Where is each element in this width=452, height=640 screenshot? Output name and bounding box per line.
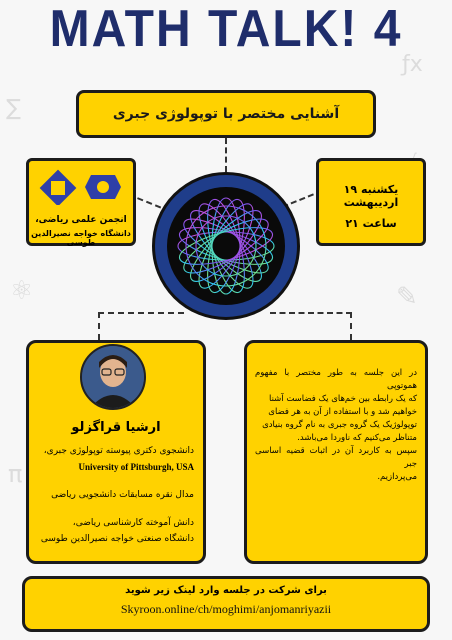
connector-line — [350, 312, 352, 340]
abstract-line: خواهیم شد و با استفاده از آن به هر فضای — [268, 407, 417, 417]
connector-line — [98, 312, 184, 314]
connector-line — [225, 138, 227, 172]
torus-image — [167, 187, 285, 305]
org-logos — [39, 169, 129, 205]
date-card — [316, 158, 426, 246]
topology-circle — [152, 172, 300, 320]
org-name-line1: انجمن علمی ریاضی، — [35, 215, 127, 225]
speaker-university: University of Pittsburgh, USA — [78, 462, 194, 472]
topic-card — [76, 90, 376, 138]
torus-illustration-icon — [167, 187, 285, 305]
page-title: MATH TALK! 4 — [49, 0, 403, 59]
date-text: یکشنبه ۱۹ اردیبهشت — [343, 183, 399, 209]
registration-card — [22, 576, 430, 632]
abstract-line: توپولوژیک یک گروه جبری به نام گروه بنیادی — [262, 420, 417, 430]
connector-line — [270, 312, 352, 314]
registration-instruction: برای شرکت در جلسه وارد لینک زیر شوید — [125, 585, 327, 596]
org-name-line2: دانشگاه خواجه نصیرالدین طوسی — [31, 229, 131, 247]
speaker-bsc-line1: دانش آموخته کارشناسی ریاضی، — [72, 518, 194, 528]
background-doodle-icon: ✎ — [396, 282, 418, 312]
registration-link[interactable]: Skyroon.online/ch/moghimi/anjomanriyazii — [120, 602, 332, 616]
abstract-line: متناظر می‌کنیم که ناوردا می‌باشد. — [297, 433, 417, 443]
background-doodle-icon: ⚛ — [10, 276, 34, 306]
background-doodle-icon: ƒx — [402, 52, 423, 77]
speaker-name: ارشیا قراگزلو — [71, 420, 161, 435]
university-logo-icon — [39, 169, 129, 205]
org-card — [26, 158, 136, 246]
background-doodle-icon: ∑ — [6, 96, 21, 121]
abstract-card — [244, 340, 428, 564]
speaker-medal: مدال نقره مسابقات دانشجویی ریاضی — [51, 490, 194, 500]
speaker-portrait-icon — [82, 346, 144, 408]
speaker-phd: دانشجوی دکتری پیوسته توپولوژی جبری، — [43, 446, 194, 456]
abstract-line: می‌پردازیم. — [377, 472, 417, 482]
abstract-line: که یک رابطه بین خم‌های یک فضاست آشنا — [269, 394, 417, 404]
background-doodle-icon: π — [8, 460, 23, 488]
abstract-line: سپس به کاربرد آن در اثبات قضیه اساسی جبر — [255, 446, 417, 469]
connector-line — [98, 312, 100, 340]
abstract-line: در این جلسه به طور مختصر با مفهوم هموتوپی — [255, 368, 417, 391]
time-text: ساعت ۲۱ — [345, 217, 397, 230]
speaker-bsc-line2: دانشگاه صنعتی خواجه نصیرالدین طوسی — [40, 534, 194, 544]
abstract-text — [255, 367, 417, 484]
avatar — [80, 344, 146, 410]
topic-text: آشنایی مختصر با توپولوژی جبری — [112, 106, 340, 122]
